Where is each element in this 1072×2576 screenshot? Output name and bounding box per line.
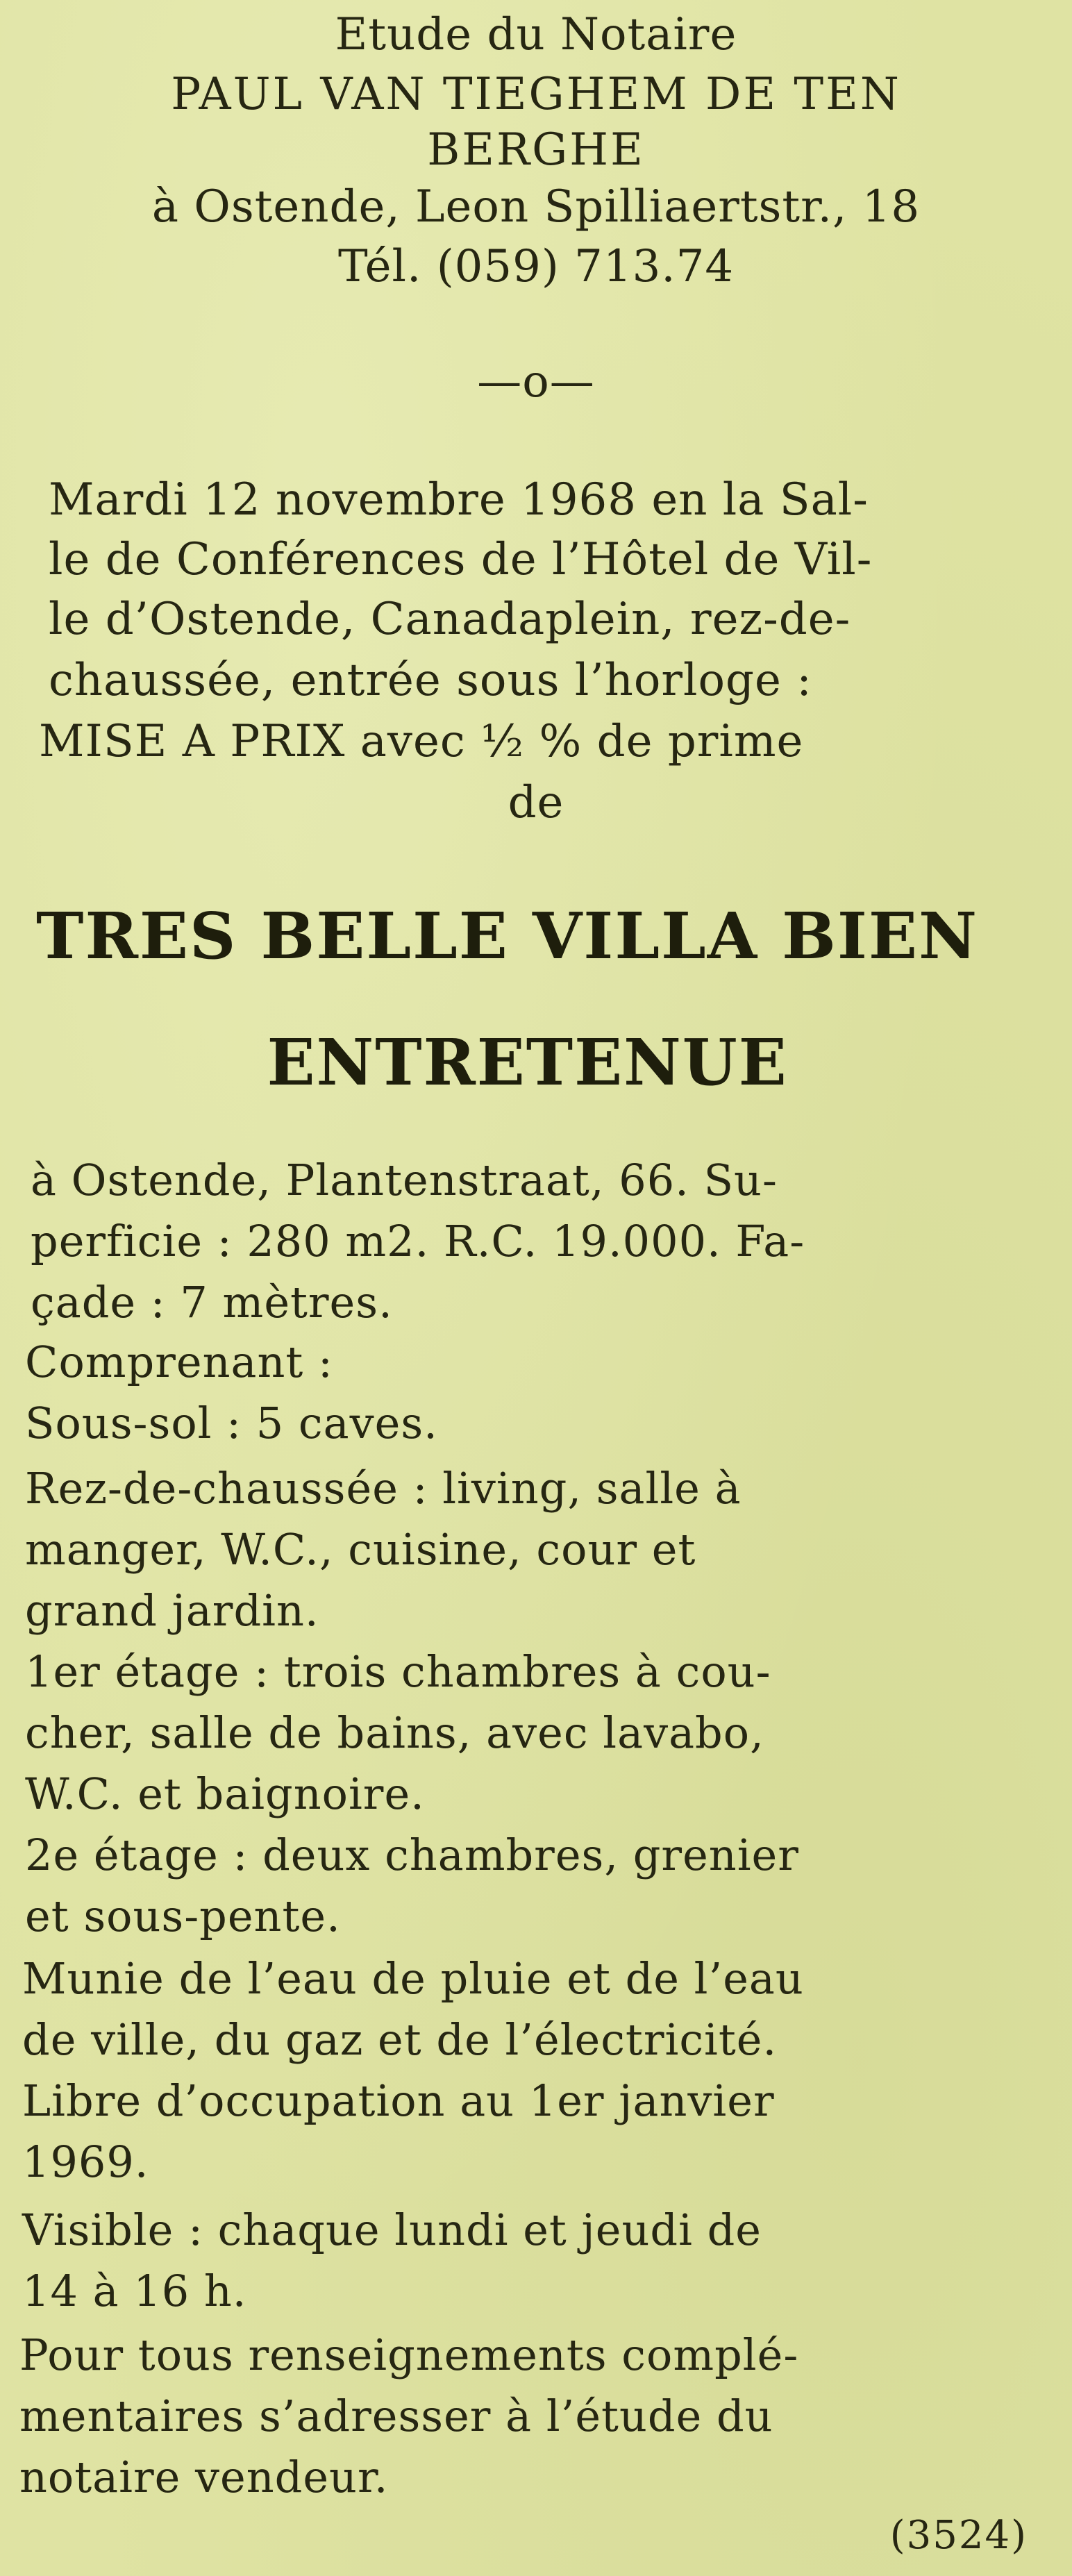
body-line-15: de ville, du gaz et de l’électricité.: [22, 2014, 778, 2065]
body-line-1: à Ostende, Plantenstraat, 66. Su-: [31, 1155, 778, 1205]
body-line-13: et sous-pente.: [25, 1891, 341, 1941]
notary-office-label: Etude du Notaire: [335, 9, 737, 60]
body-line-10: cher, salle de bains, avec lavabo,: [25, 1707, 764, 1758]
notary-name: PAUL VAN TIEGHEM DE TEN: [171, 69, 901, 120]
notary-address: à Ostende, Leon Spilliaertstr., 18: [151, 181, 921, 233]
body-line-22: notaire vendeur.: [19, 2452, 389, 2502]
reference-number: (3524): [889, 2513, 1028, 2558]
body-line-14: Munie de l’eau de pluie et de l’eau: [22, 1953, 804, 2004]
body-line-7: manger, W.C., cuisine, cour et: [25, 1524, 696, 1575]
body-line-5: Sous-sol : 5 caves.: [25, 1398, 438, 1448]
body-line-18: Visible : chaque lundi et jeudi de: [22, 2205, 762, 2255]
notary-phone: Tél. (059) 713.74: [337, 241, 735, 292]
intro-line-3: le d’Ostende, Canadaplein, rez-de-: [49, 594, 851, 645]
body-line-6: Rez-de-chaussée : living, salle à: [25, 1463, 742, 1514]
separator: —o—: [477, 356, 595, 408]
body-line-11: W.C. et baignoire.: [25, 1768, 425, 1819]
body-line-21: mentaires s’adresser à l’étude du: [19, 2391, 773, 2441]
body-line-17: 1969.: [22, 2136, 149, 2187]
body-line-16: Libre d’occupation au 1er janvier: [22, 2075, 775, 2126]
intro-line-4: chaussée, entrée sous l’horloge :: [49, 655, 812, 706]
intro-line-5: MISE A PRIX avec ½ % de prime: [39, 716, 804, 767]
listing-title-line-2: ENTRETENUE: [267, 1025, 788, 1100]
notary-name-continued: BERGHE: [427, 124, 645, 176]
intro-line-2: le de Conférences de l’Hôtel de Vil-: [49, 534, 873, 585]
body-line-19: 14 à 16 h.: [22, 2266, 247, 2316]
listing-title-line-1: TRES BELLE VILLA BIEN: [36, 898, 979, 973]
body-line-3: çade : 7 mètres.: [31, 1277, 393, 1328]
intro-line-1: Mardi 12 novembre 1968 en la Sal-: [49, 474, 869, 526]
body-line-9: 1er étage : trois chambres à cou-: [25, 1646, 771, 1697]
body-line-8: grand jardin.: [25, 1585, 319, 1636]
body-line-4: Comprenant :: [25, 1337, 333, 1387]
body-line-2: perficie : 280 m2. R.C. 19.000. Fa-: [31, 1216, 805, 1266]
intro-line-6: de: [508, 777, 564, 828]
body-line-12: 2e étage : deux chambres, grenier: [25, 1830, 799, 1880]
body-line-20: Pour tous renseignements complé-: [19, 2330, 799, 2380]
